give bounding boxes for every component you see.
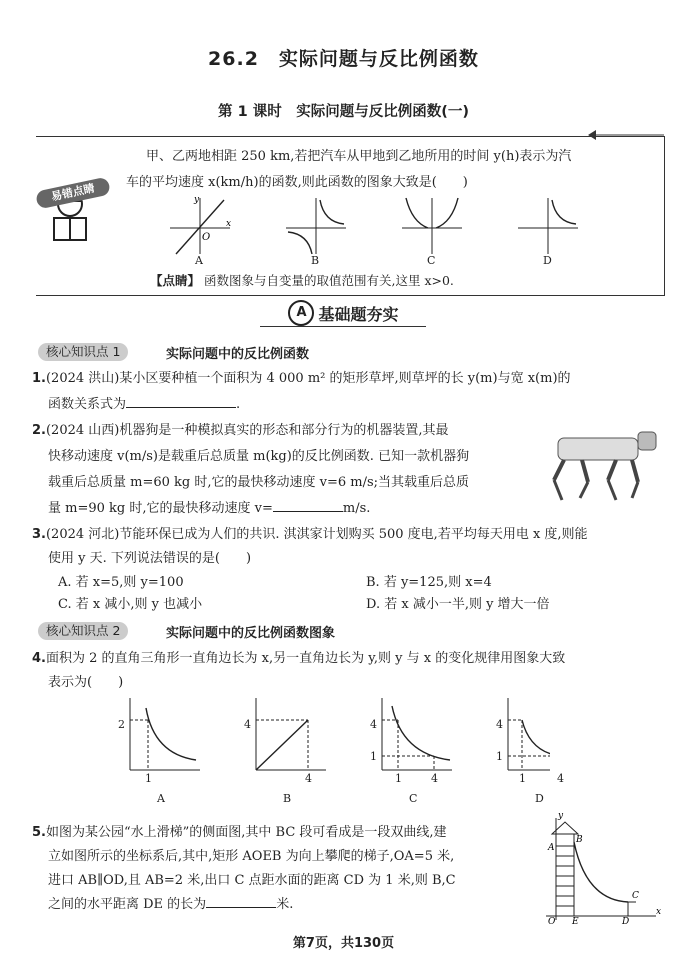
q5-number: 5.	[32, 825, 46, 840]
graph-option-b	[286, 198, 346, 254]
badge-label: 易错点睛	[35, 177, 111, 210]
q2-end: m/s.	[342, 501, 371, 516]
q4-graph-b	[256, 698, 326, 770]
svg-text:O: O	[548, 917, 556, 924]
q1-text2: 函数关系式为	[48, 397, 127, 412]
option-d-label: D	[543, 254, 552, 267]
q1-number: 1.	[32, 371, 46, 386]
section-a-label: 基础题夯实	[318, 304, 399, 324]
q1-answer-blank[interactable]	[126, 407, 236, 408]
svg-text:y: y	[558, 812, 564, 821]
q4d-ytick-bot: 1	[496, 750, 503, 763]
svg-text:E: E	[572, 917, 579, 924]
page-title: 26.2 实际问题与反比例函数	[208, 48, 479, 70]
option-c-label: C	[427, 254, 436, 267]
q1-line2	[48, 392, 240, 418]
q3-option-d: D. 若 x 减小一半,则 y 增大一倍	[366, 597, 550, 612]
q3-number: 3.	[32, 527, 46, 542]
robot-dog-image	[542, 424, 662, 504]
q4-graph-a	[130, 698, 200, 770]
error-line1: 甲、乙两地相距 250 km,若把汽车从甲地到乙地所用的时间 y(h)表示为汽	[146, 149, 572, 164]
q4-text2: 表示为( )	[48, 675, 124, 690]
q4d-ytick-top: 4	[496, 718, 503, 731]
q3-option-a: A. 若 x=5,则 y=100	[58, 575, 184, 590]
section-a-heading	[0, 300, 687, 326]
q1-line1	[32, 366, 571, 392]
q4a-ytick: 2	[118, 718, 125, 731]
q3-text1: (2024 河北)节能环保已成为人们的共识. 淇淇家计划购买 500 度电,若平均每天用电 x 度,则能	[45, 527, 588, 542]
section-a-letter: A	[288, 300, 314, 326]
q2-text4: 量 m=90 kg 时,它的最快移动速度 v=	[48, 501, 273, 516]
q5-text1: 如图为某公园“水上滑梯”的侧面图,其中 BC 段可看成是一段双曲线,建	[45, 825, 447, 840]
q4b-ytick: 4	[244, 718, 251, 731]
q2-line4	[48, 496, 370, 522]
q4c-xtick-r: 4	[431, 772, 438, 785]
q1-end: .	[236, 397, 241, 412]
kp1-tag: 核心知识点 1	[38, 343, 128, 361]
tip-label: 【点睛】	[150, 273, 201, 288]
q2-text1: (2024 山西)机器狗是一种模拟真实的形态和部分行为的机器装置,其最	[45, 423, 449, 438]
kp1-title: 实际问题中的反比例函数	[166, 347, 310, 362]
q2-answer-blank[interactable]	[273, 511, 343, 512]
q4c-ytick-bot: 1	[370, 750, 377, 763]
q4d-xtick-l: 1	[519, 772, 526, 785]
graph-option-c	[402, 198, 462, 254]
q3-option-b: B. 若 y=125,则 x=4	[366, 575, 492, 590]
svg-text:x: x	[226, 219, 232, 229]
q4a-label: A	[157, 792, 165, 805]
q2-text2: 快移动速度 v(m/s)是载重后总质量 m(kg)的反比例函数. 已知一款机器狗	[48, 449, 470, 464]
kp2-title: 实际问题中的反比例函数图象	[166, 626, 336, 641]
svg-text:x: x	[656, 907, 662, 917]
error-badge	[36, 170, 106, 222]
graph-option-a	[170, 198, 230, 254]
q4d-label: D	[535, 792, 544, 805]
option-a-label: A	[195, 254, 203, 267]
q4c-ytick-top: 4	[370, 718, 377, 731]
q2-text3: 载重后总质量 m=60 kg 时,它的最快移动速度 v=6 m/s;当其载重后总质	[48, 475, 470, 490]
q2-number: 2.	[32, 423, 46, 438]
q1-text1: (2024 洪山)某小区要种植一个面积为 4 000 m² 的矩形草坪,则草坪的长 y(m)与宽 x(m)的	[45, 371, 571, 386]
q3-text2: 使用 y 天. 下列说法错误的是( )	[48, 551, 252, 566]
q4-text1: 面积为 2 的直角三角形一直角边长为 x,另一直角边长为 y,则 y 与 x 的变化规律用图象大致	[45, 651, 566, 666]
q3-option-c: C. 若 x 减小,则 y 也减小	[58, 597, 203, 612]
tip-text: 函数图象与自变量的取值范围有关,这里 x>0.	[204, 273, 454, 288]
svg-text:D: D	[622, 917, 630, 924]
q4-number: 4.	[32, 651, 46, 666]
box-arrow-icon	[586, 128, 666, 142]
water-slide-diagram	[526, 812, 676, 924]
q4a-xtick: 1	[145, 772, 152, 785]
svg-text:C: C	[632, 891, 639, 901]
svg-text:A: A	[548, 843, 555, 853]
q2-line1	[32, 418, 448, 444]
option-b-label: B	[311, 254, 320, 267]
q4-line1	[32, 646, 565, 672]
graph-option-d	[518, 198, 578, 254]
q5-text2: 立如图所示的坐标系后,其中,矩形 AOEB 为向上攀爬的梯子,OA=5 米,	[48, 849, 455, 864]
q5-line1	[32, 820, 447, 846]
q5-answer-blank[interactable]	[206, 907, 276, 908]
q4c-xtick-l: 1	[395, 772, 402, 785]
q4b-label: B	[283, 792, 292, 805]
q4-graph-d	[508, 698, 550, 770]
q4-graph-c	[382, 698, 452, 770]
q4c-label: C	[409, 792, 418, 805]
page-footer: 第7页，共130页	[292, 936, 395, 951]
tip-bar	[150, 271, 454, 289]
q4b-xtick: 4	[305, 772, 312, 785]
svg-text:y: y	[194, 195, 200, 205]
q5-text3: 进口 AB∥OD,且 AB=2 米,出口 C 点距水面的距离 CD 为 1 米,则 B,C	[48, 873, 456, 888]
error-option-graphs	[160, 192, 640, 270]
svg-text:B: B	[576, 835, 583, 845]
q4d-xtick-r: 4	[557, 772, 564, 785]
section-divider	[260, 326, 426, 327]
error-line2: 车的平均速度 x(km/h)的函数,则此函数的图象大致是( )	[126, 175, 468, 190]
lesson-subtitle: 第 1 课时 实际问题与反比例函数(一)	[218, 104, 469, 120]
kp2-tag: 核心知识点 2	[38, 622, 128, 640]
q3-line1	[32, 522, 588, 548]
q5-text4: 之间的水平距离 DE 的长为	[48, 897, 207, 912]
q5-line4	[48, 892, 293, 918]
q4-graphs	[110, 694, 550, 788]
svg-text:O: O	[202, 232, 211, 243]
q5-end: 米.	[276, 897, 294, 912]
